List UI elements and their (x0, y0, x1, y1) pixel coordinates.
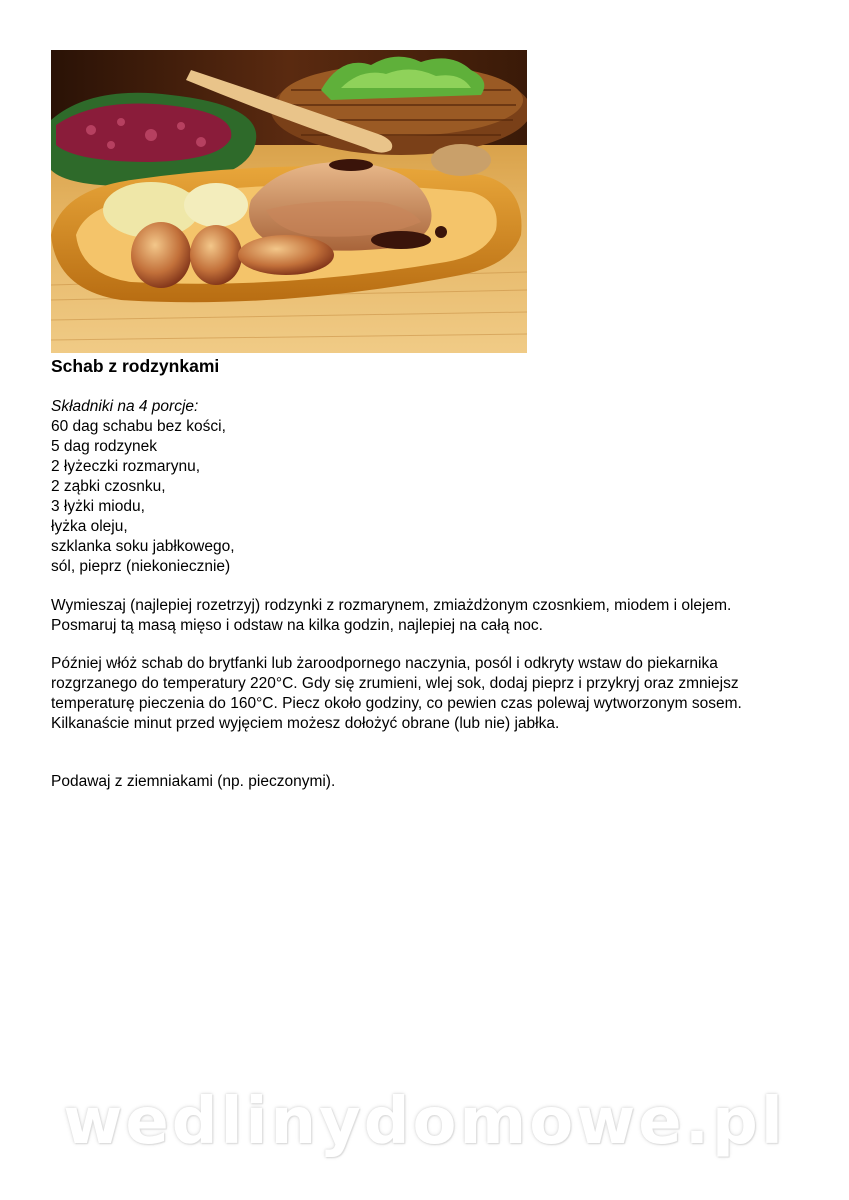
ingredient-item: sól, pieprz (niekoniecznie) (51, 558, 231, 575)
ingredient-item: 3 łyżki miodu, (51, 498, 145, 515)
ingredient-item: 60 dag schabu bez kości, (51, 418, 226, 435)
ingredients-section (51, 397, 235, 577)
ingredient-item: łyżka oleju, (51, 518, 128, 535)
instruction-paragraph: Później włóż schab do brytfanki lub żaroodpornego naczynia, posól i odkryty wstaw do piekarnika rozgrzanego do temperatury 220°C. Gdy się zrumieni, wlej sok, dodaj pieprz i przykryj oraz zmniejsz temperaturę pieczenia do 160°C. Piecz około godziny, co pewien czas polewaj wytworzonym sosem. Kilkanaście minut przed wyjęciem możesz dołożyć obrane (lub nie) jabłka. (51, 655, 742, 732)
instruction-paragraph: Wymieszaj (najlepiej rozetrzyj) rodzynki z rozmarynem, zmiażdżonym czosnkiem, miodem i olejem. Posmaruj tą masą mięso i odstaw na kilka godzin, najlepiej na całą noc. (51, 597, 732, 634)
ingredients-heading: Składniki na 4 porcje: (51, 398, 199, 415)
ingredients-list (51, 417, 235, 577)
recipe-title: Schab z rodzynkami (51, 356, 220, 376)
ingredient-item: 2 ząbki czosnku, (51, 478, 166, 495)
serving-paragraph: Podawaj z ziemniakami (np. pieczonymi). (51, 773, 336, 790)
ingredient-item: 5 dag rodzynek (51, 438, 157, 455)
dish-photo (51, 50, 527, 353)
ingredient-item: szklanka soku jabłkowego, (51, 538, 235, 555)
ingredient-item: 2 łyżeczki rozmarynu, (51, 458, 201, 475)
site-watermark: wedlinydomowe.pl (63, 1085, 786, 1159)
